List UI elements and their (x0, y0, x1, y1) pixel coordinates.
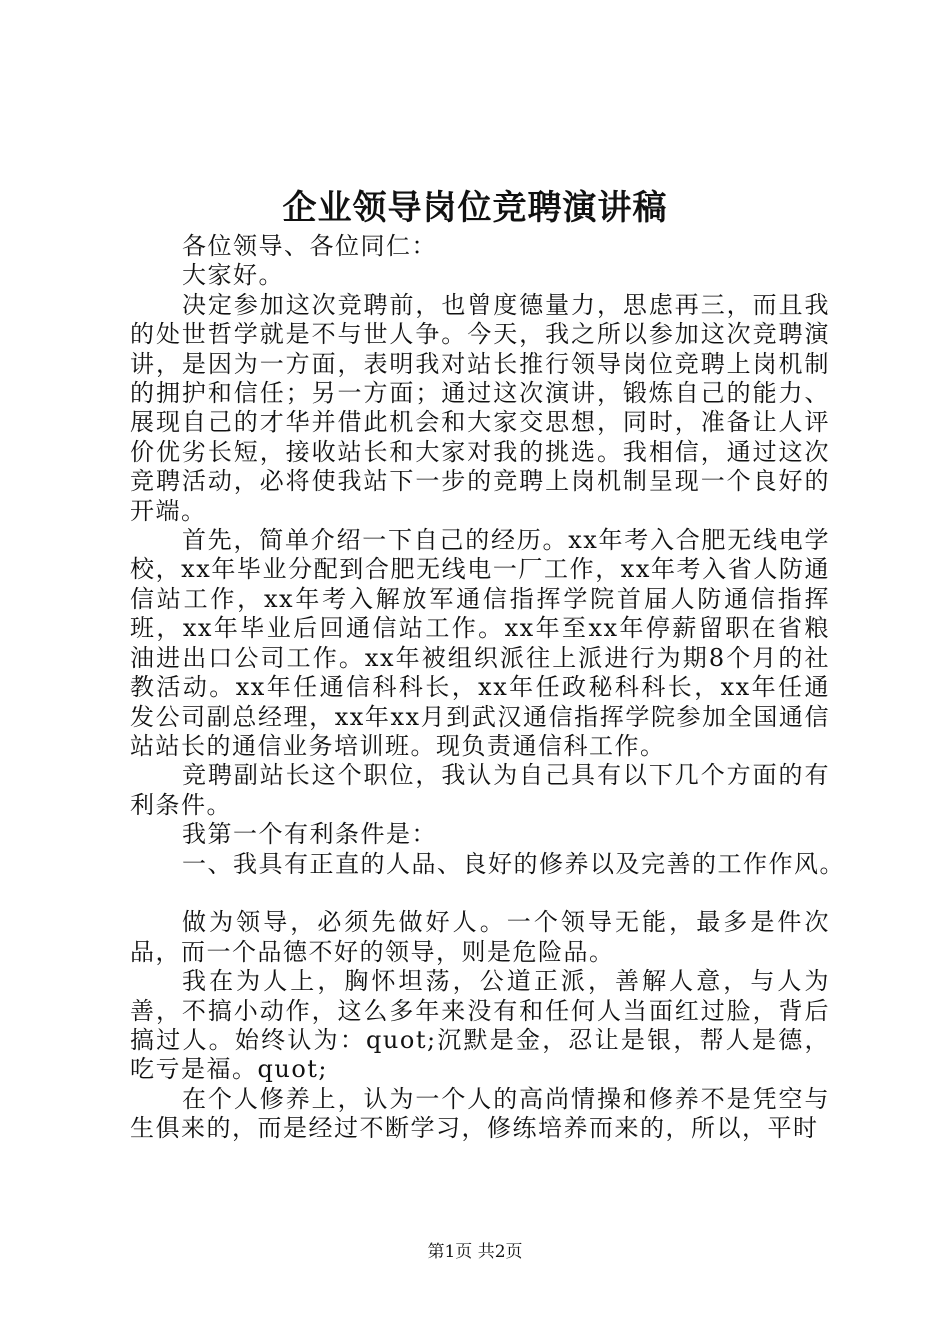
paragraph-experience: 首先，简单介绍一下自己的经历。xx年考入合肥无线电学校，xx年毕业分配到合肥无线电一厂工作，xx年考入省人防通信站工作，xx年考入解放军通信指挥学院首届人防通信指挥班，xx年毕业后回通信站工作。xx年至xx年停薪留职在省粮油进出口公司工作。xx年被组织派往上派进行为期8个月的社教活动。xx年任通信科科长，xx年任政秘科科长，xx年任通发公司副总经理，xx年xx月到武汉通信指挥学院参加全国通信站站长的通信业务培训班。现负责通信科工作。 (130, 526, 830, 760)
page-number-footer: 第1页 共2页 (427, 1242, 523, 1262)
document-title: 企业领导岗位竞聘演讲稿 (282, 188, 668, 228)
paragraph-character: 我在为人上，胸怀坦荡，公道正派，善解人意，与人为善，不搞小动作，这么多年来没有和任何人当面红过脸，背后搞过人。始终认为：quot;沉默是金，忍让是银，帮人是德，吃亏是福。quot; (130, 967, 830, 1084)
blank-line (130, 879, 830, 908)
paragraph-leadership: 做为领导，必须先做好人。一个领导无能，最多是件次品，而一个品德不好的领导，则是危险品。 (130, 908, 830, 966)
paragraph-first-advantage: 我第一个有利条件是： (182, 820, 437, 849)
paragraph-cultivation: 在个人修养上，认为一个人的高尚情操和修养不是凭空与生俱来的，而是经过不断学习，修练培养而来的，所以，平时 (130, 1084, 830, 1143)
section-heading-one: 一、我具有正直的人品、良好的修养以及完善的工作作风。 (182, 849, 845, 878)
salutation: 各位领导、各位同仁： (182, 232, 437, 260)
paragraph-motivation: 决定参加这次竞聘前，也曾度德量力，思虑再三，而且我的处世哲学就是不与世人争。今天，我之所以参加这次竞聘演讲，是因为一方面，表明我对站长推行领导岗位竞聘上岗机制的拥护和信任；另一方面；通过这次演讲，锻炼自己的能力、展现自己的才华并借此机会和大家交思想，同时，准备让人评价优劣长短，接收站长和大家对我的挑选。我相信，通过这次竞聘活动，必将使我站下一步的竞聘上岗机制呈现一个良好的开端。 (130, 290, 830, 525)
document-body (130, 232, 845, 1144)
greeting: 大家好。 (182, 261, 284, 290)
paragraph-advantages-intro: 竞聘副站长这个职位，我认为自己具有以下几个方面的有利条件。 (130, 761, 830, 819)
